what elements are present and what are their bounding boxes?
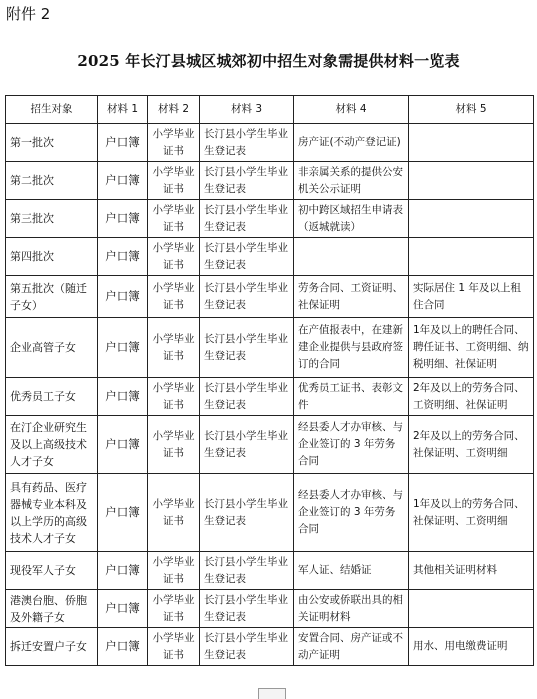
cell-material-3: 长汀县小学生毕业生登记表 (200, 590, 294, 628)
cell-material-1: 户口簿 (98, 416, 148, 474)
cell-material-4: 劳务合同、工资证明、社保证明 (294, 276, 409, 318)
cell-material-3: 长汀县小学生毕业生登记表 (200, 318, 294, 378)
cell-target: 在汀企业研究生及以上高级技术人才子女 (6, 416, 98, 474)
cell-material-5 (409, 124, 534, 162)
table-row (6, 416, 534, 474)
header-material-2: 材料 2 (148, 96, 200, 124)
cell-target: 优秀员工子女 (6, 378, 98, 416)
cell-material-2: 小学毕业证书 (148, 416, 200, 474)
cell-material-5 (409, 200, 534, 238)
cell-material-3: 长汀县小学生毕业生登记表 (200, 416, 294, 474)
cell-material-4: 房产证(不动产登记证) (294, 124, 409, 162)
table-row (6, 124, 534, 162)
cell-material-3: 长汀县小学生毕业生登记表 (200, 200, 294, 238)
cell-material-2: 小学毕业证书 (148, 318, 200, 378)
table-row (6, 590, 534, 628)
cell-material-5 (409, 238, 534, 276)
cell-material-2: 小学毕业证书 (148, 590, 200, 628)
cell-target: 现役军人子女 (6, 552, 98, 590)
cell-material-4: 非亲属关系的提供公安机关公示证明 (294, 162, 409, 200)
cell-material-4: 优秀员工证书、表彰文件 (294, 378, 409, 416)
table-row (6, 276, 534, 318)
cell-material-2: 小学毕业证书 (148, 552, 200, 590)
table-row (6, 628, 534, 666)
cell-material-4: 军人证、结婚证 (294, 552, 409, 590)
cell-target: 具有药品、医疗器械专业本科及以上学历的高级技术人才子女 (6, 474, 98, 552)
cell-material-3: 长汀县小学生毕业生登记表 (200, 162, 294, 200)
cell-material-5: 1年及以上的劳务合同、社保证明、工资明细 (409, 474, 534, 552)
cell-material-1: 户口簿 (98, 124, 148, 162)
cell-material-1: 户口簿 (98, 628, 148, 666)
cell-material-5: 2年及以上的劳务合同、工资明细、社保证明 (409, 378, 534, 416)
cell-material-2: 小学毕业证书 (148, 238, 200, 276)
cell-material-3: 长汀县小学生毕业生登记表 (200, 238, 294, 276)
table-row (6, 474, 534, 552)
cell-material-1: 户口簿 (98, 474, 148, 552)
header-target: 招生对象 (6, 96, 98, 124)
cell-target: 港澳台胞、侨胞及外籍子女 (6, 590, 98, 628)
table-row (6, 378, 534, 416)
cell-material-2: 小学毕业证书 (148, 124, 200, 162)
cell-material-1: 户口簿 (98, 590, 148, 628)
cell-material-3: 长汀县小学生毕业生登记表 (200, 378, 294, 416)
cell-material-4 (294, 238, 409, 276)
cell-material-2: 小学毕业证书 (148, 200, 200, 238)
cell-material-4: 安置合同、房产证或不动产证明 (294, 628, 409, 666)
cell-target: 第三批次 (6, 200, 98, 238)
cell-material-3: 长汀县小学生毕业生登记表 (200, 628, 294, 666)
cell-material-5: 用水、用电缴费证明 (409, 628, 534, 666)
cell-material-2: 小学毕业证书 (148, 474, 200, 552)
cell-material-4: 经县委人才办审核、与企业签订的 3 年劳务合同 (294, 416, 409, 474)
table-row (6, 318, 534, 378)
cell-material-3: 长汀县小学生毕业生登记表 (200, 276, 294, 318)
cell-material-5: 实际居住 1 年及以上租住合同 (409, 276, 534, 318)
cell-material-1: 户口簿 (98, 238, 148, 276)
cell-material-3: 长汀县小学生毕业生登记表 (200, 124, 294, 162)
cell-material-5: 1年及以上的聘任合同、聘任证书、工资明细、纳税明细、社保证明 (409, 318, 534, 378)
cell-material-3: 长汀县小学生毕业生登记表 (200, 552, 294, 590)
table-row (6, 162, 534, 200)
cell-material-2: 小学毕业证书 (148, 628, 200, 666)
cell-material-3: 长汀县小学生毕业生登记表 (200, 474, 294, 552)
attachment-label: 附件 2 (6, 5, 51, 23)
table-row (6, 200, 534, 238)
cell-material-1: 户口簿 (98, 276, 148, 318)
header-material-4: 材料 4 (294, 96, 409, 124)
cell-material-5 (409, 162, 534, 200)
table-row (6, 238, 534, 276)
cell-material-5: 2年及以上的劳务合同、社保证明、工资明细 (409, 416, 534, 474)
cell-material-1: 户口簿 (98, 552, 148, 590)
cell-target: 第四批次 (6, 238, 98, 276)
cell-material-1: 户口簿 (98, 162, 148, 200)
cell-material-2: 小学毕业证书 (148, 162, 200, 200)
materials-table (5, 95, 534, 666)
cell-material-2: 小学毕业证书 (148, 276, 200, 318)
table-row (6, 552, 534, 590)
table-header-row (6, 96, 534, 124)
cell-material-1: 户口簿 (98, 318, 148, 378)
cell-material-5: 其他相关证明材料 (409, 552, 534, 590)
cell-target: 第五批次（随迁子女） (6, 276, 98, 318)
cell-target: 第一批次 (6, 124, 98, 162)
cell-target: 拆迁安置户子女 (6, 628, 98, 666)
cell-material-1: 户口簿 (98, 378, 148, 416)
cell-target: 第二批次 (6, 162, 98, 200)
cell-material-1: 户口簿 (98, 200, 148, 238)
header-material-1: 材料 1 (98, 96, 148, 124)
header-material-5: 材料 5 (409, 96, 534, 124)
cell-target: 企业高管子女 (6, 318, 98, 378)
cell-material-5 (409, 590, 534, 628)
cell-material-4: 经县委人才办审核、与企业签订的 3 年劳务合同 (294, 474, 409, 552)
cell-material-4: 初中跨区域招生申请表（返城就读） (294, 200, 409, 238)
cell-material-4: 由公安或侨联出具的相关证明材料 (294, 590, 409, 628)
header-material-3: 材料 3 (200, 96, 294, 124)
cell-material-2: 小学毕业证书 (148, 378, 200, 416)
document-title: 2025 年长汀县城区城郊初中招生对象需提供材料一览表 (77, 52, 460, 70)
cell-material-4: 在产值报表中，在建新建企业提供与县政府签订的合同 (294, 318, 409, 378)
